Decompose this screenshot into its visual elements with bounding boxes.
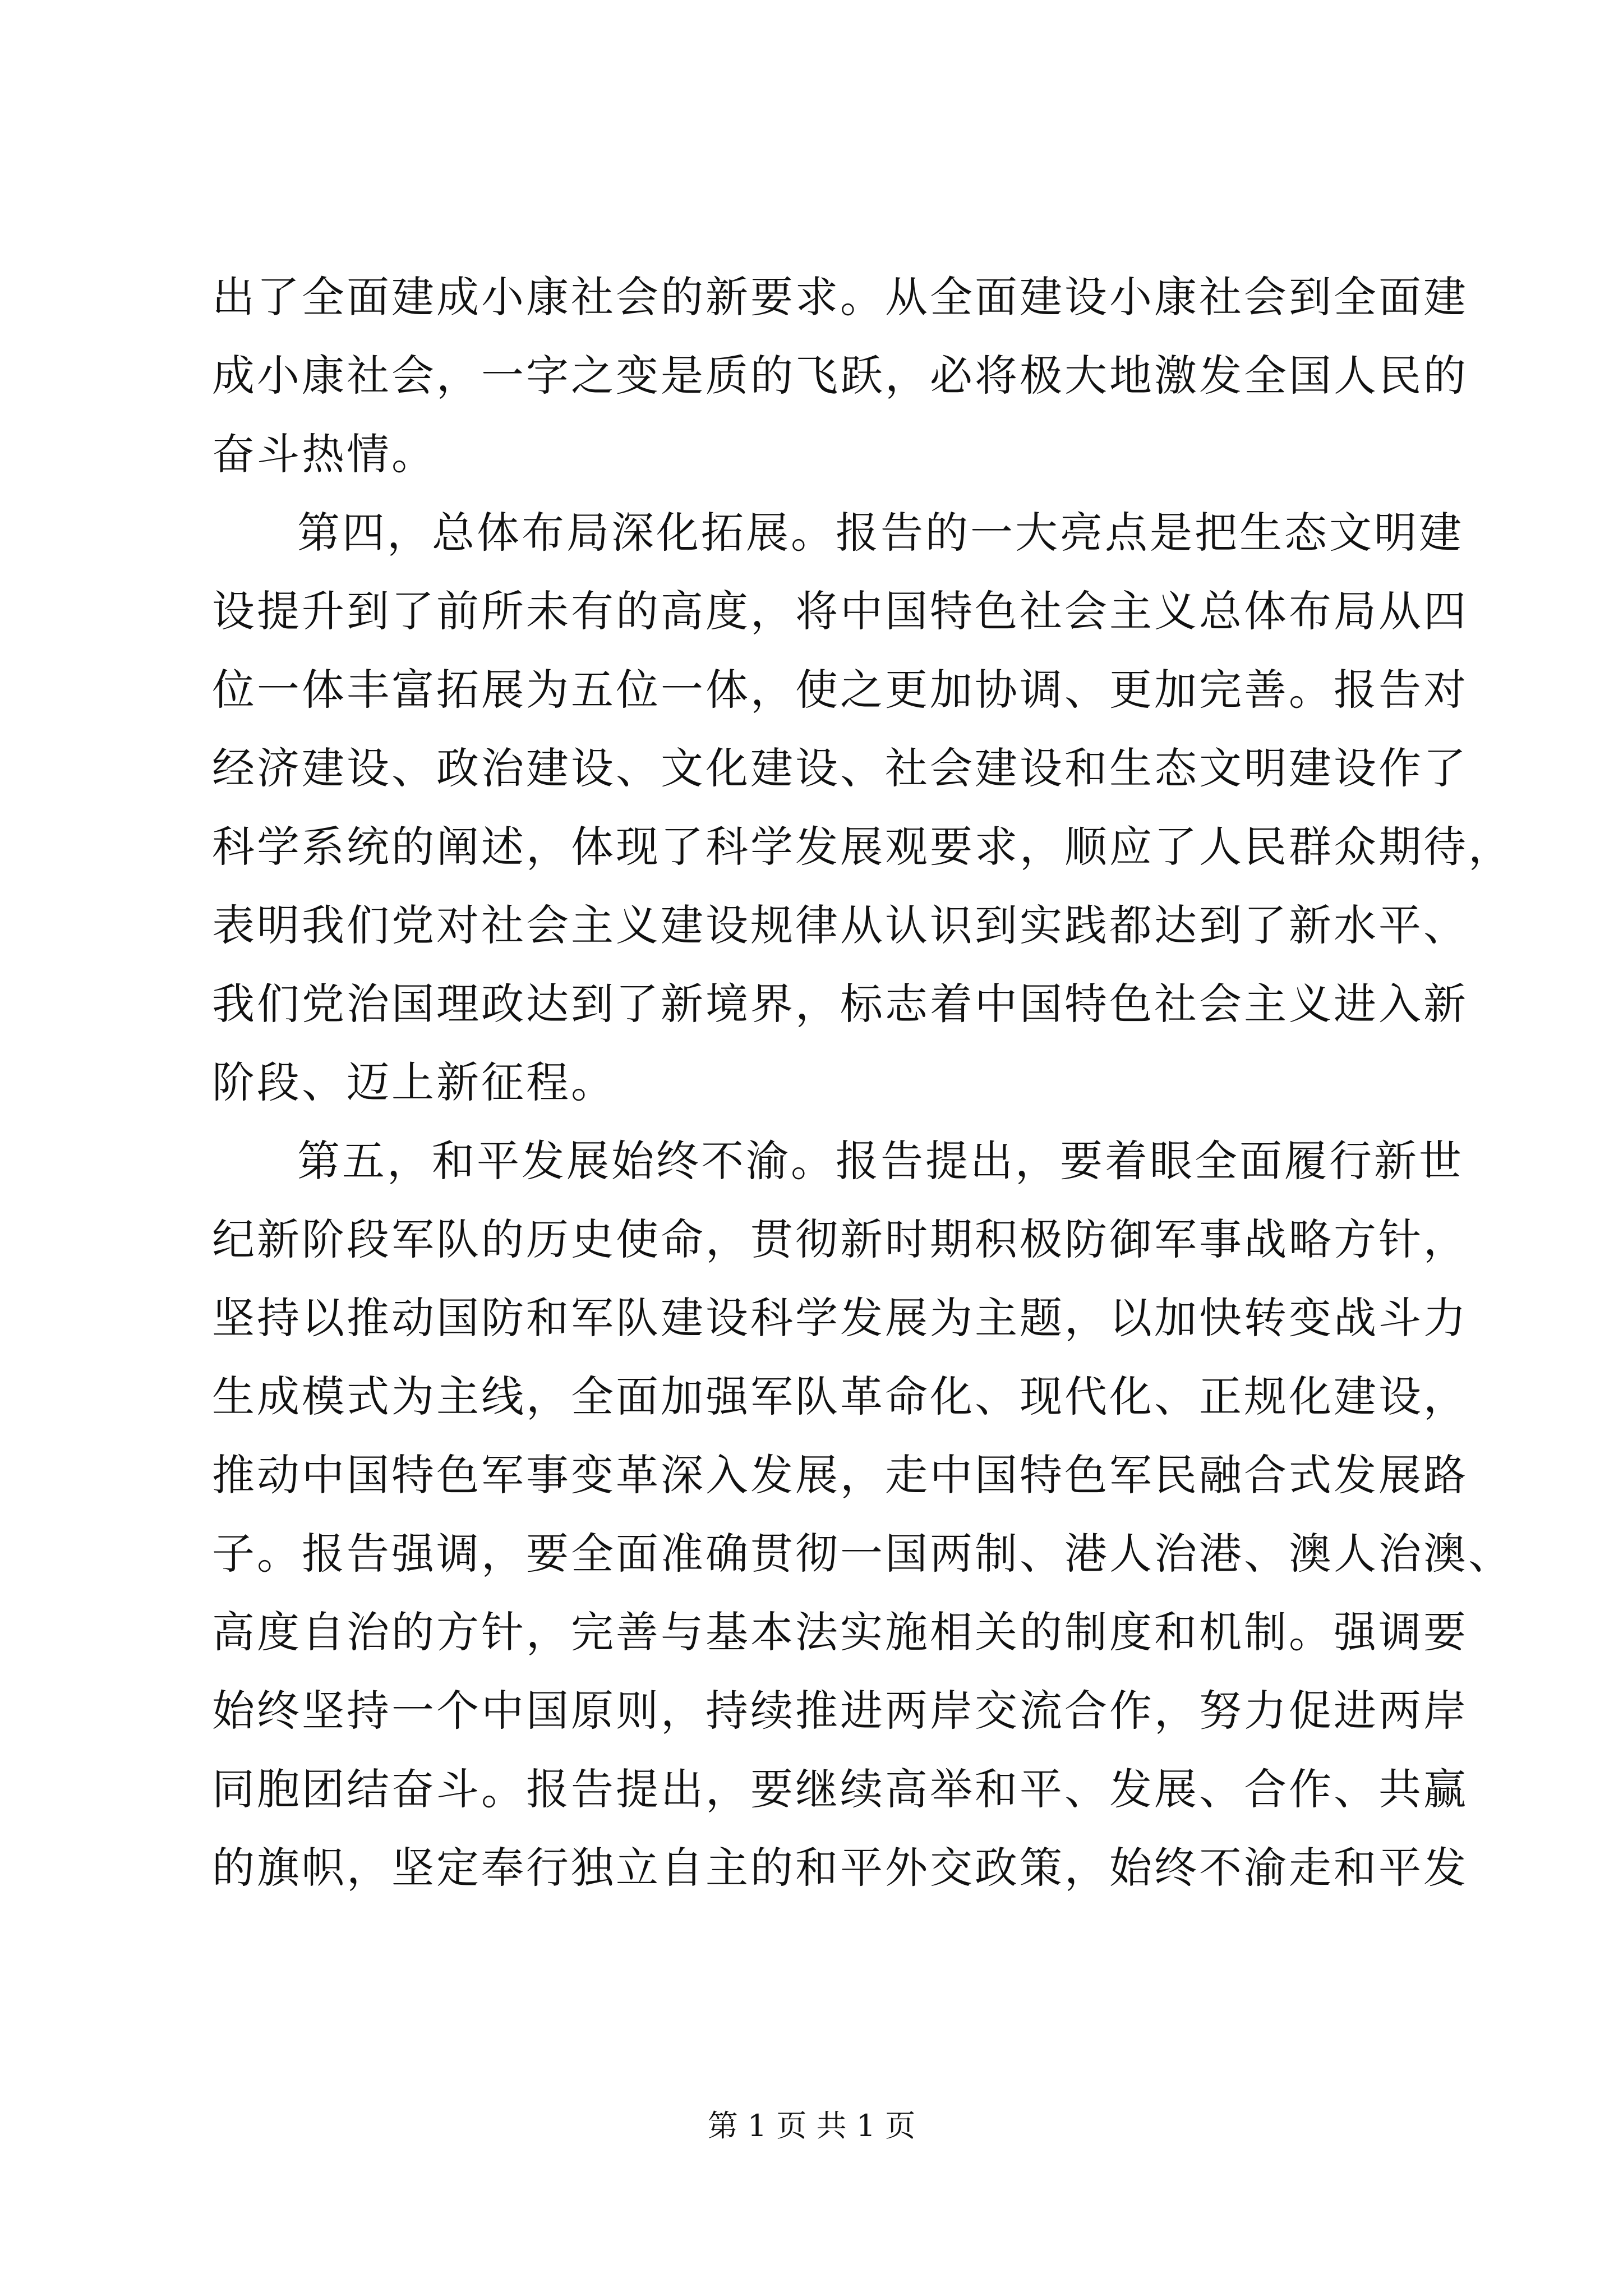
text-line: 推动中国特色军事变革深入发展，走中国特色军民融合式发展路	[212, 1450, 1468, 1500]
text-line: 坚持以推动国防和军队建设科学发展为主题，以加快转变战斗力	[212, 1293, 1468, 1343]
text-line: 成小康社会，一字之变是质的飞跃，必将极大地激发全国人民的	[212, 351, 1468, 401]
text-line: 经济建设、政治建设、文化建设、社会建设和生态文明建设作了	[212, 743, 1468, 793]
text-line: 阶段、迈上新征程。	[212, 1057, 616, 1107]
text-line: 子。报告强调，要全面准确贯彻一国两制、港人治港、澳人治澳、	[212, 1529, 1513, 1579]
text-line: 我们党治国理政达到了新境界，标志着中国特色社会主义进入新	[212, 979, 1468, 1029]
text-line: 同胞团结奋斗。报告提出，要继续高举和平、发展、合作、共赢	[212, 1764, 1468, 1814]
text-line: 出了全面建成小康社会的新要求。从全面建设小康社会到全面建	[212, 272, 1468, 322]
text-line: 高度自治的方针，完善与基本法实施相关的制度和机制。强调要	[212, 1607, 1468, 1657]
text-line: 设提升到了前所未有的高度，将中国特色社会主义总体布局从四	[212, 586, 1468, 636]
text-line: 始终坚持一个中国原则，持续推进两岸交流合作，努力促进两岸	[212, 1686, 1468, 1736]
text-line: 奋斗热情。	[212, 429, 436, 479]
page-number-label: 第 1 页 共 1 页	[707, 2108, 916, 2143]
paragraph-continuation	[212, 258, 1468, 494]
document-body	[212, 258, 1513, 1907]
text-line: 的旗帜，坚定奉行独立自主的和平外交政策，始终不渝走和平发	[212, 1843, 1468, 1893]
text-line: 表明我们党对社会主义建设规律从认识到实践都达到了新水平、	[212, 900, 1468, 950]
page-footer	[0, 2106, 1623, 2146]
text-line: 科学系统的阐述，体现了科学发展观要求，顺应了人民群众期待，	[212, 822, 1513, 872]
paragraph-fourth	[212, 494, 1513, 1122]
paragraph-fifth	[212, 1122, 1513, 1907]
text-line: 第四，总体布局深化拓展。报告的一大亮点是把生态文明建	[297, 508, 1464, 558]
text-line: 生成模式为主线，全面加强军队革命化、现代化、正规化建设，	[212, 1372, 1468, 1421]
text-line: 第五，和平发展始终不渝。报告提出，要着眼全面履行新世	[297, 1136, 1464, 1186]
text-line: 位一体丰富拓展为五位一体，使之更加协调、更加完善。报告对	[212, 665, 1468, 715]
text-line: 纪新阶段军队的历史使命，贯彻新时期积极防御军事战略方针，	[212, 1214, 1468, 1264]
